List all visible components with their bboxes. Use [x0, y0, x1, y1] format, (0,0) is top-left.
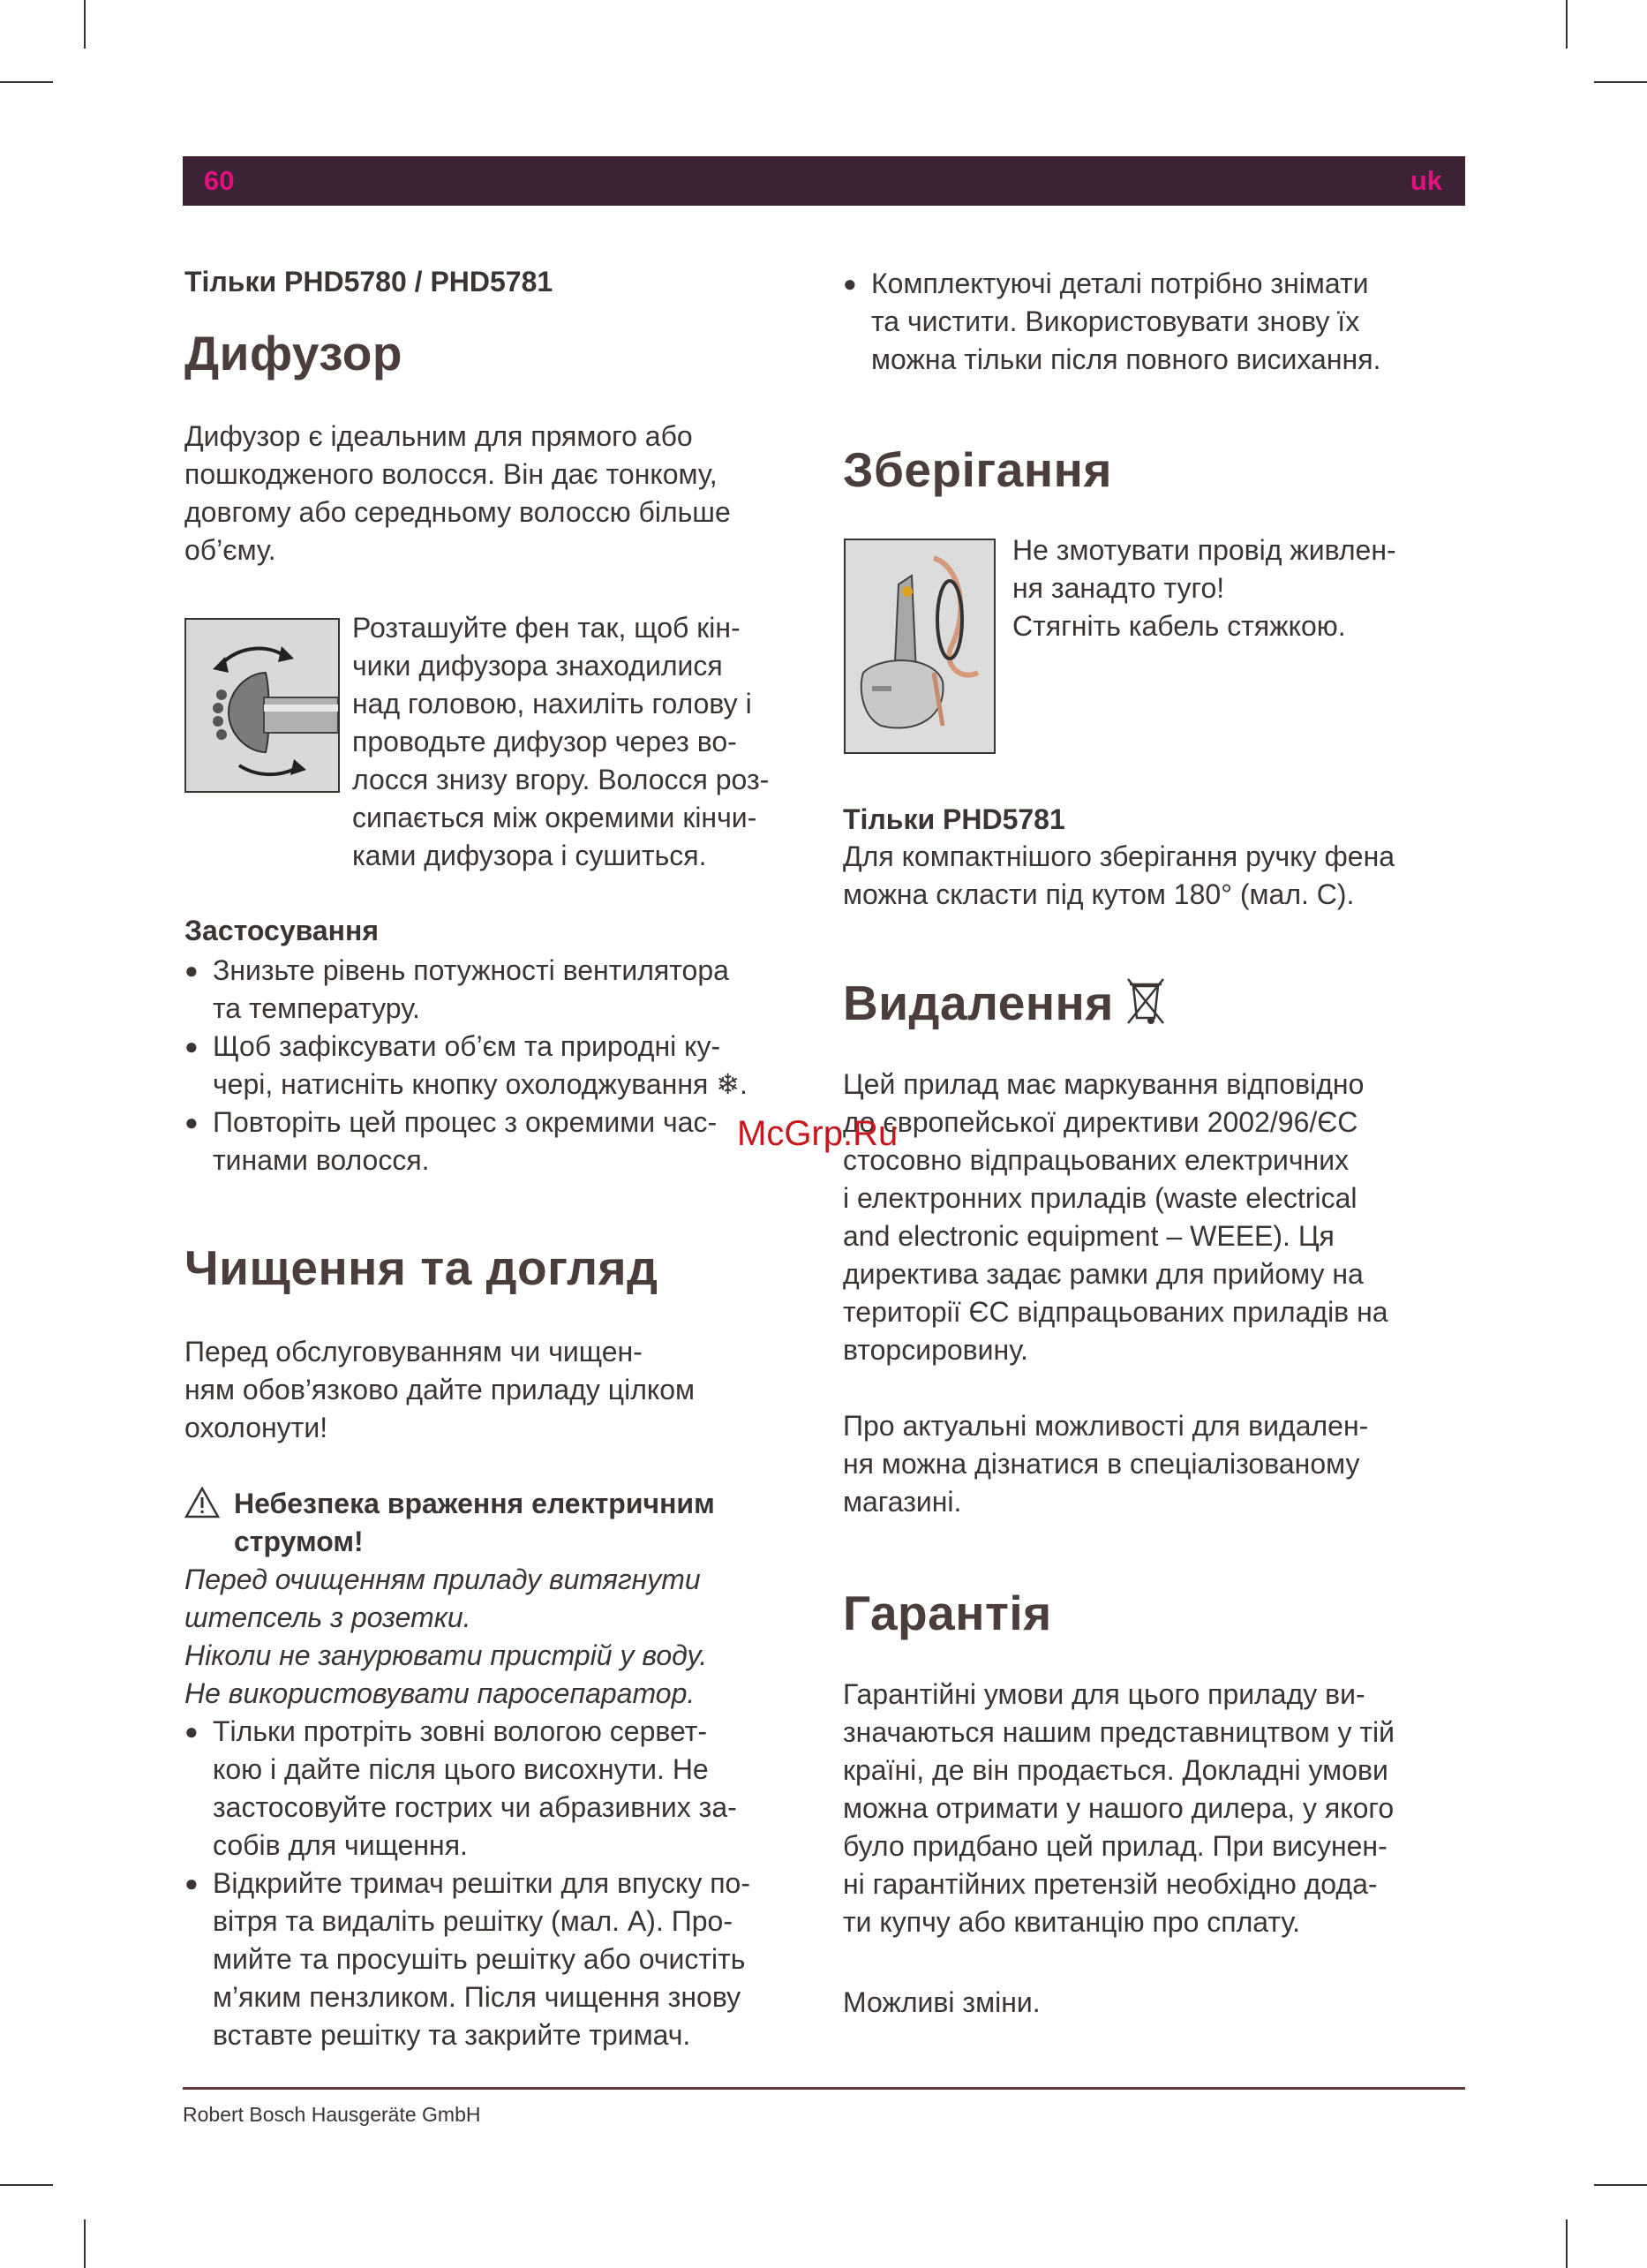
page-number: 60: [204, 165, 235, 196]
storage-heading: Зберігання: [843, 442, 1112, 497]
diffuser-intro: [184, 418, 731, 569]
warranty-text: [843, 1676, 1478, 1941]
disposal-text: [843, 1066, 1478, 1369]
list-item: ● Відкрийте тримач решітки для впуску по- вітря та видаліть решітку (мал. A). Про- мийте та просушіть решітку або очистіть м’яким пензликом. Після чищення знову вставте решітку та закрийте тримач.: [184, 1865, 820, 2054]
usage-list: [184, 952, 820, 1179]
disposal-heading: Видалення: [843, 976, 1114, 1030]
text-line: Для компактнішого зберігання ручку фена: [843, 840, 1395, 872]
care-intro: [184, 1333, 695, 1447]
text-line: Не змотувати провід живлен-: [1012, 534, 1396, 566]
text-line: ти купчу або квитанцію про сплату.: [843, 1906, 1301, 1938]
storage-illustration: [844, 539, 996, 754]
text-line: охолонути!: [184, 1412, 328, 1443]
text-line: and electronic equipment – WEEE). Ця: [843, 1220, 1335, 1252]
diffuser-heading: Дифузор: [184, 326, 402, 381]
text-line: Не використовувати паросепаратор.: [184, 1677, 696, 1709]
text-line: ня занадто туго!: [1012, 572, 1225, 604]
warranty-heading: Гарантія: [843, 1586, 1052, 1640]
crop-mark: [84, 2219, 86, 2268]
footer-company: Robert Bosch Hausgeräte GmbH: [183, 2103, 481, 2126]
text-line: ками дифузора і сушиться.: [352, 840, 707, 871]
footer-rule: [183, 2087, 1465, 2090]
weee-bin-icon: [1126, 976, 1165, 1031]
warning-icon: [184, 1487, 220, 1523]
list-item: ● Знизьте рівень потужності вентилятора та температуру.: [184, 952, 820, 1028]
text-line: значаються нашим представництвом у тій: [843, 1716, 1395, 1748]
text-line: магазині.: [843, 1486, 962, 1518]
text-line: Перед обслуговуванням чи чищен-: [184, 1336, 643, 1368]
text-line: Перед очищенням приладу витягнути: [184, 1563, 701, 1595]
list-item: ● Комплектуючі деталі потрібно знімати та чистити. Використовувати знову їх можна тільки після повного висихання.: [843, 265, 1470, 379]
text-line: і електронних приладів (waste electrical: [843, 1182, 1357, 1214]
text-line: Небезпека враження електричним: [234, 1488, 715, 1519]
text-line: штепсель з розетки.: [184, 1601, 471, 1633]
crop-mark: [84, 0, 86, 49]
parts-list: [843, 265, 1470, 379]
disposal-heading-row: [843, 975, 1165, 1031]
text-line: ня можна дізнатися в спеціалізованому: [843, 1448, 1360, 1480]
crop-mark: [1566, 0, 1568, 49]
model-note: Тільки PHD5781: [843, 803, 1065, 835]
text-line: лосся знизу вгору. Волосся роз-: [352, 764, 770, 795]
language-code: uk: [1410, 165, 1442, 196]
crop-mark: [0, 81, 53, 83]
crop-mark: [1594, 2184, 1647, 2186]
storage-text: [1012, 531, 1471, 645]
fold-text: [843, 838, 1395, 914]
text-line: вторсировину.: [843, 1334, 1028, 1366]
list-item: ● Щоб зафіксувати об’єм та природні ку- чері, натисніть кнопку охолоджування ❄.: [184, 1028, 820, 1104]
text-line: над головою, нахиліть голову і: [352, 688, 752, 720]
text-line: країні, де він продається. Докладні умови: [843, 1754, 1388, 1786]
text-line: Про актуальні можливості для видален-: [843, 1410, 1369, 1442]
text-line: Розташуйте фен так, щоб кін-: [352, 612, 741, 644]
changes-note: Можливі зміни.: [843, 1986, 1041, 2018]
warning-title: [234, 1485, 715, 1561]
text-line: Стягніть кабель стяжкою.: [1012, 610, 1346, 642]
diffuser-steps: [352, 609, 811, 875]
text-line: Дифузор є ідеальним для прямого або: [184, 420, 693, 452]
usage-heading: Застосування: [184, 915, 379, 946]
list-item: ● Повторіть цей процес з окремими час- тинами волосся.: [184, 1104, 820, 1179]
text-line: до європейської директиви 2002/96/ЄС: [843, 1106, 1358, 1138]
text-line: можна скласти під кутом 180° (мал. C).: [843, 878, 1355, 910]
text-line: стосовно відпрацьованих електричних: [843, 1144, 1350, 1176]
text-line: струмом!: [234, 1526, 364, 1557]
warning-text: [184, 1561, 707, 1713]
text-line: ні гарантійних претензій необхідно дода-: [843, 1868, 1378, 1900]
crop-mark: [0, 2184, 53, 2186]
text-line: було придбано цей прилад. При висунен-: [843, 1830, 1388, 1862]
text-line: Ніколи не занурювати пристрій у воду.: [184, 1639, 708, 1671]
text-line: довгому або середньому волоссю більше: [184, 496, 731, 528]
text-line: території ЄС відпрацьованих приладів на: [843, 1296, 1388, 1328]
text-line: Цей прилад має маркування відповідно: [843, 1068, 1365, 1100]
disposal-text-2: [843, 1407, 1478, 1521]
crop-mark: [1566, 2219, 1568, 2268]
text-line: чики дифузора знаходилися: [352, 650, 723, 682]
text-line: сипається між окремими кінчи-: [352, 802, 757, 833]
models-note: Тільки PHD5780 / PHD5781: [184, 266, 553, 298]
care-list: [184, 1713, 820, 2054]
page-header-bar: [183, 156, 1465, 206]
text-line: можна отримати у нашого дилера, у якого: [843, 1792, 1395, 1824]
watermark: McGrp.Ru: [737, 1114, 899, 1153]
care-heading: Чищення та догляд: [184, 1240, 658, 1295]
diffuser-illustration: [184, 618, 340, 793]
text-line: пошкодженого волосся. Він дає тонкому,: [184, 458, 718, 490]
list-item: ● Тільки протріть зовні вологою сервет- кою і дайте після цього висохнути. Не застосовуйте гострих чи абразивних за- собів для чищення.: [184, 1713, 820, 1865]
crop-mark: [1594, 81, 1647, 83]
text-line: директива задає рамки для прийому на: [843, 1258, 1364, 1290]
text-line: Гарантійні умови для цього приладу ви-: [843, 1678, 1365, 1710]
text-line: ням обов’язково дайте приладу цілком: [184, 1374, 696, 1405]
text-line: проводьте дифузор через во-: [352, 726, 737, 757]
text-line: об’єму.: [184, 534, 276, 566]
